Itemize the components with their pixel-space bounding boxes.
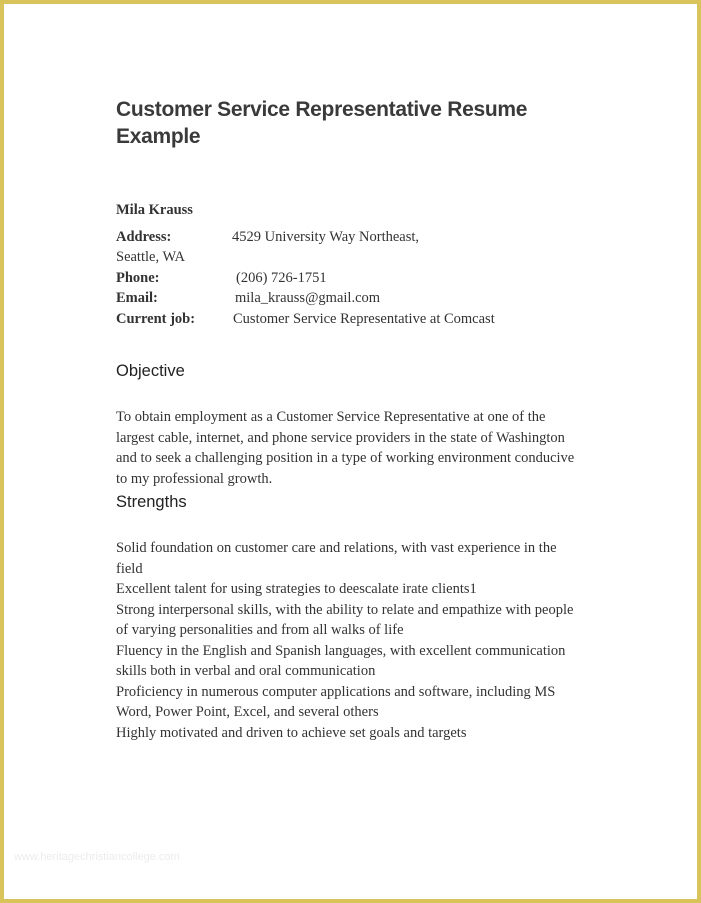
email-value: mila_krauss@gmail.com [235,290,381,306]
job-label: Current job: [116,311,196,327]
address-line1: 4529 University Way Northeast, [232,229,420,245]
list-item: Solid foundation on customer care and relations, with vast experience in the field [116,540,557,577]
list-item: Fluency in the English and Spanish languages, with excellent communication skills both in verbal and oral communication [116,642,566,679]
address-label: Address: [116,229,172,245]
watermark: www.heritagechristiancollege.com [14,851,180,863]
objective-text: To obtain employment as a Customer Service Representative at one of the largest cable, internet, and phone service providers in the state of Washington and to seek a challenging position in a type of working environment conducive to my professional growth. [116,409,575,487]
list-item: Proficiency in numerous computer applications and software, including MS Word, Power Point, Excel, and several others [116,683,556,720]
document-title: Customer Service Representative Resume Example [116,98,528,148]
phone-value: (206) 726-1751 [236,270,327,286]
strengths-heading: Strengths [116,493,187,511]
list-item: Strong interpersonal skills, with the ability to relate and empathize with people of varying personalities and from all walks of life [116,601,574,638]
email-label: Email: [116,290,158,306]
address-line2: Seattle, WA [116,249,185,265]
objective-heading: Objective [116,362,185,380]
phone-label: Phone: [116,270,160,286]
applicant-name: Mila Krauss [116,202,193,218]
list-item: Excellent talent for using strategies to deescalate irate clients1 [116,581,477,597]
job-value: Customer Service Representative at Comcast [233,311,495,327]
resume-page [116,96,596,741]
strengths-list [116,538,586,743]
list-item: Highly motivated and driven to achieve set goals and targets [116,724,467,741]
